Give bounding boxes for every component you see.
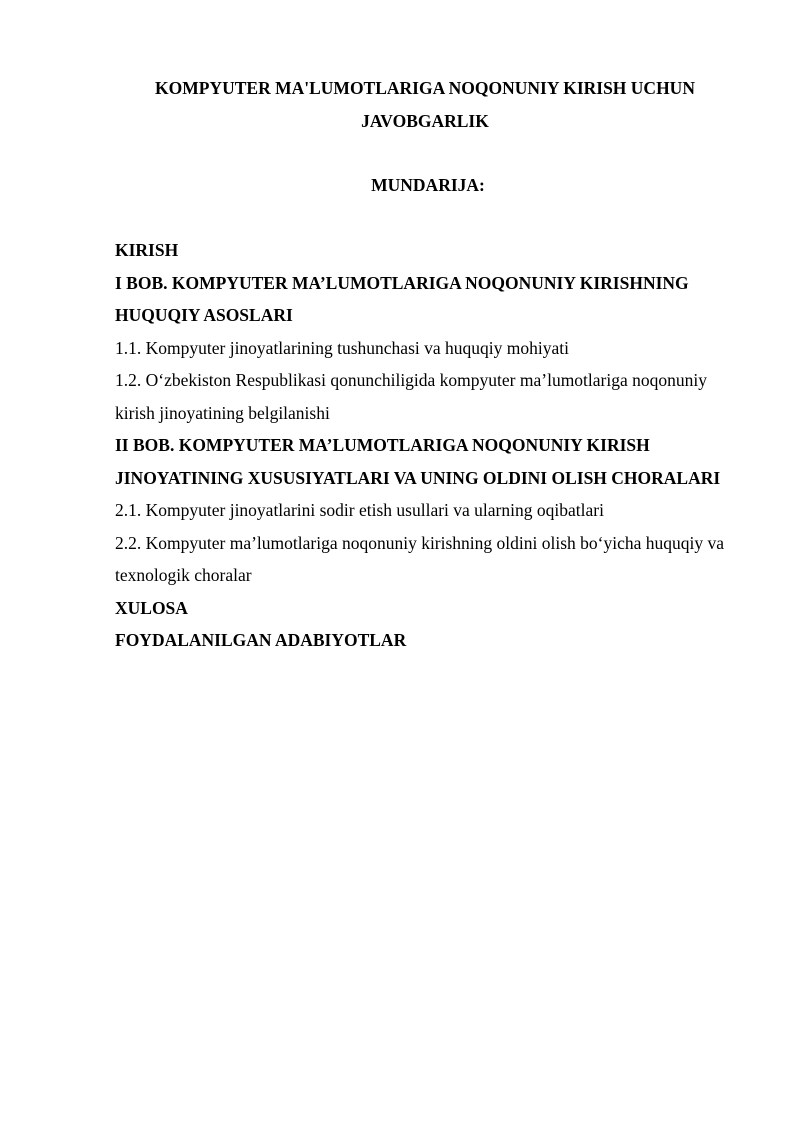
toc-item-section-2-2: 2.2. Kompyuter ma’lumotlariga noqonuniy kirishning oldini olish bo‘yicha huquqiy va texnologik choralar bbox=[115, 532, 725, 585]
document-title: KOMPYUTER MA'LUMOTLARIGA NOQONUNIY KIRISH UCHUN JAVOBGARLIK bbox=[155, 78, 695, 131]
toc-item-xulosa: XULOSA bbox=[115, 597, 188, 618]
toc-item-section-1-2: 1.2. O‘zbekiston Respublikasi qonunchiligida kompyuter ma’lumotlariga noqonuniy kirish jinoyatining belgilanishi bbox=[115, 370, 707, 423]
toc-item-adabiyotlar: FOYDALANILGAN ADABIYOTLAR bbox=[115, 630, 407, 650]
toc-item-section-2-1: 2.1. Kompyuter jinoyatlarini sodir etish usullari va ularning oqibatlari bbox=[115, 500, 604, 520]
table-of-contents bbox=[115, 234, 740, 657]
toc-item-chapter-2: II BOB. KOMPYUTER MA’LUMOTLARIGA NOQONUNIY KIRISH JINOYATINING XUSUSIYATLARI VA UNING OLDINI OLISH CHORALARI bbox=[115, 435, 721, 488]
toc-item-chapter-1: I BOB. KOMPYUTER MA’LUMOTLARIGA NOQONUNIY KIRISHNING HUQUQIY ASOSLARI bbox=[115, 272, 689, 325]
toc-item-kirish: KIRISH bbox=[115, 240, 179, 260]
toc-item-section-1-1: 1.1. Kompyuter jinoyatlarining tushunchasi va huquqiy mohiyati bbox=[115, 337, 569, 358]
toc-heading: MUNDARIJA: bbox=[371, 175, 485, 195]
